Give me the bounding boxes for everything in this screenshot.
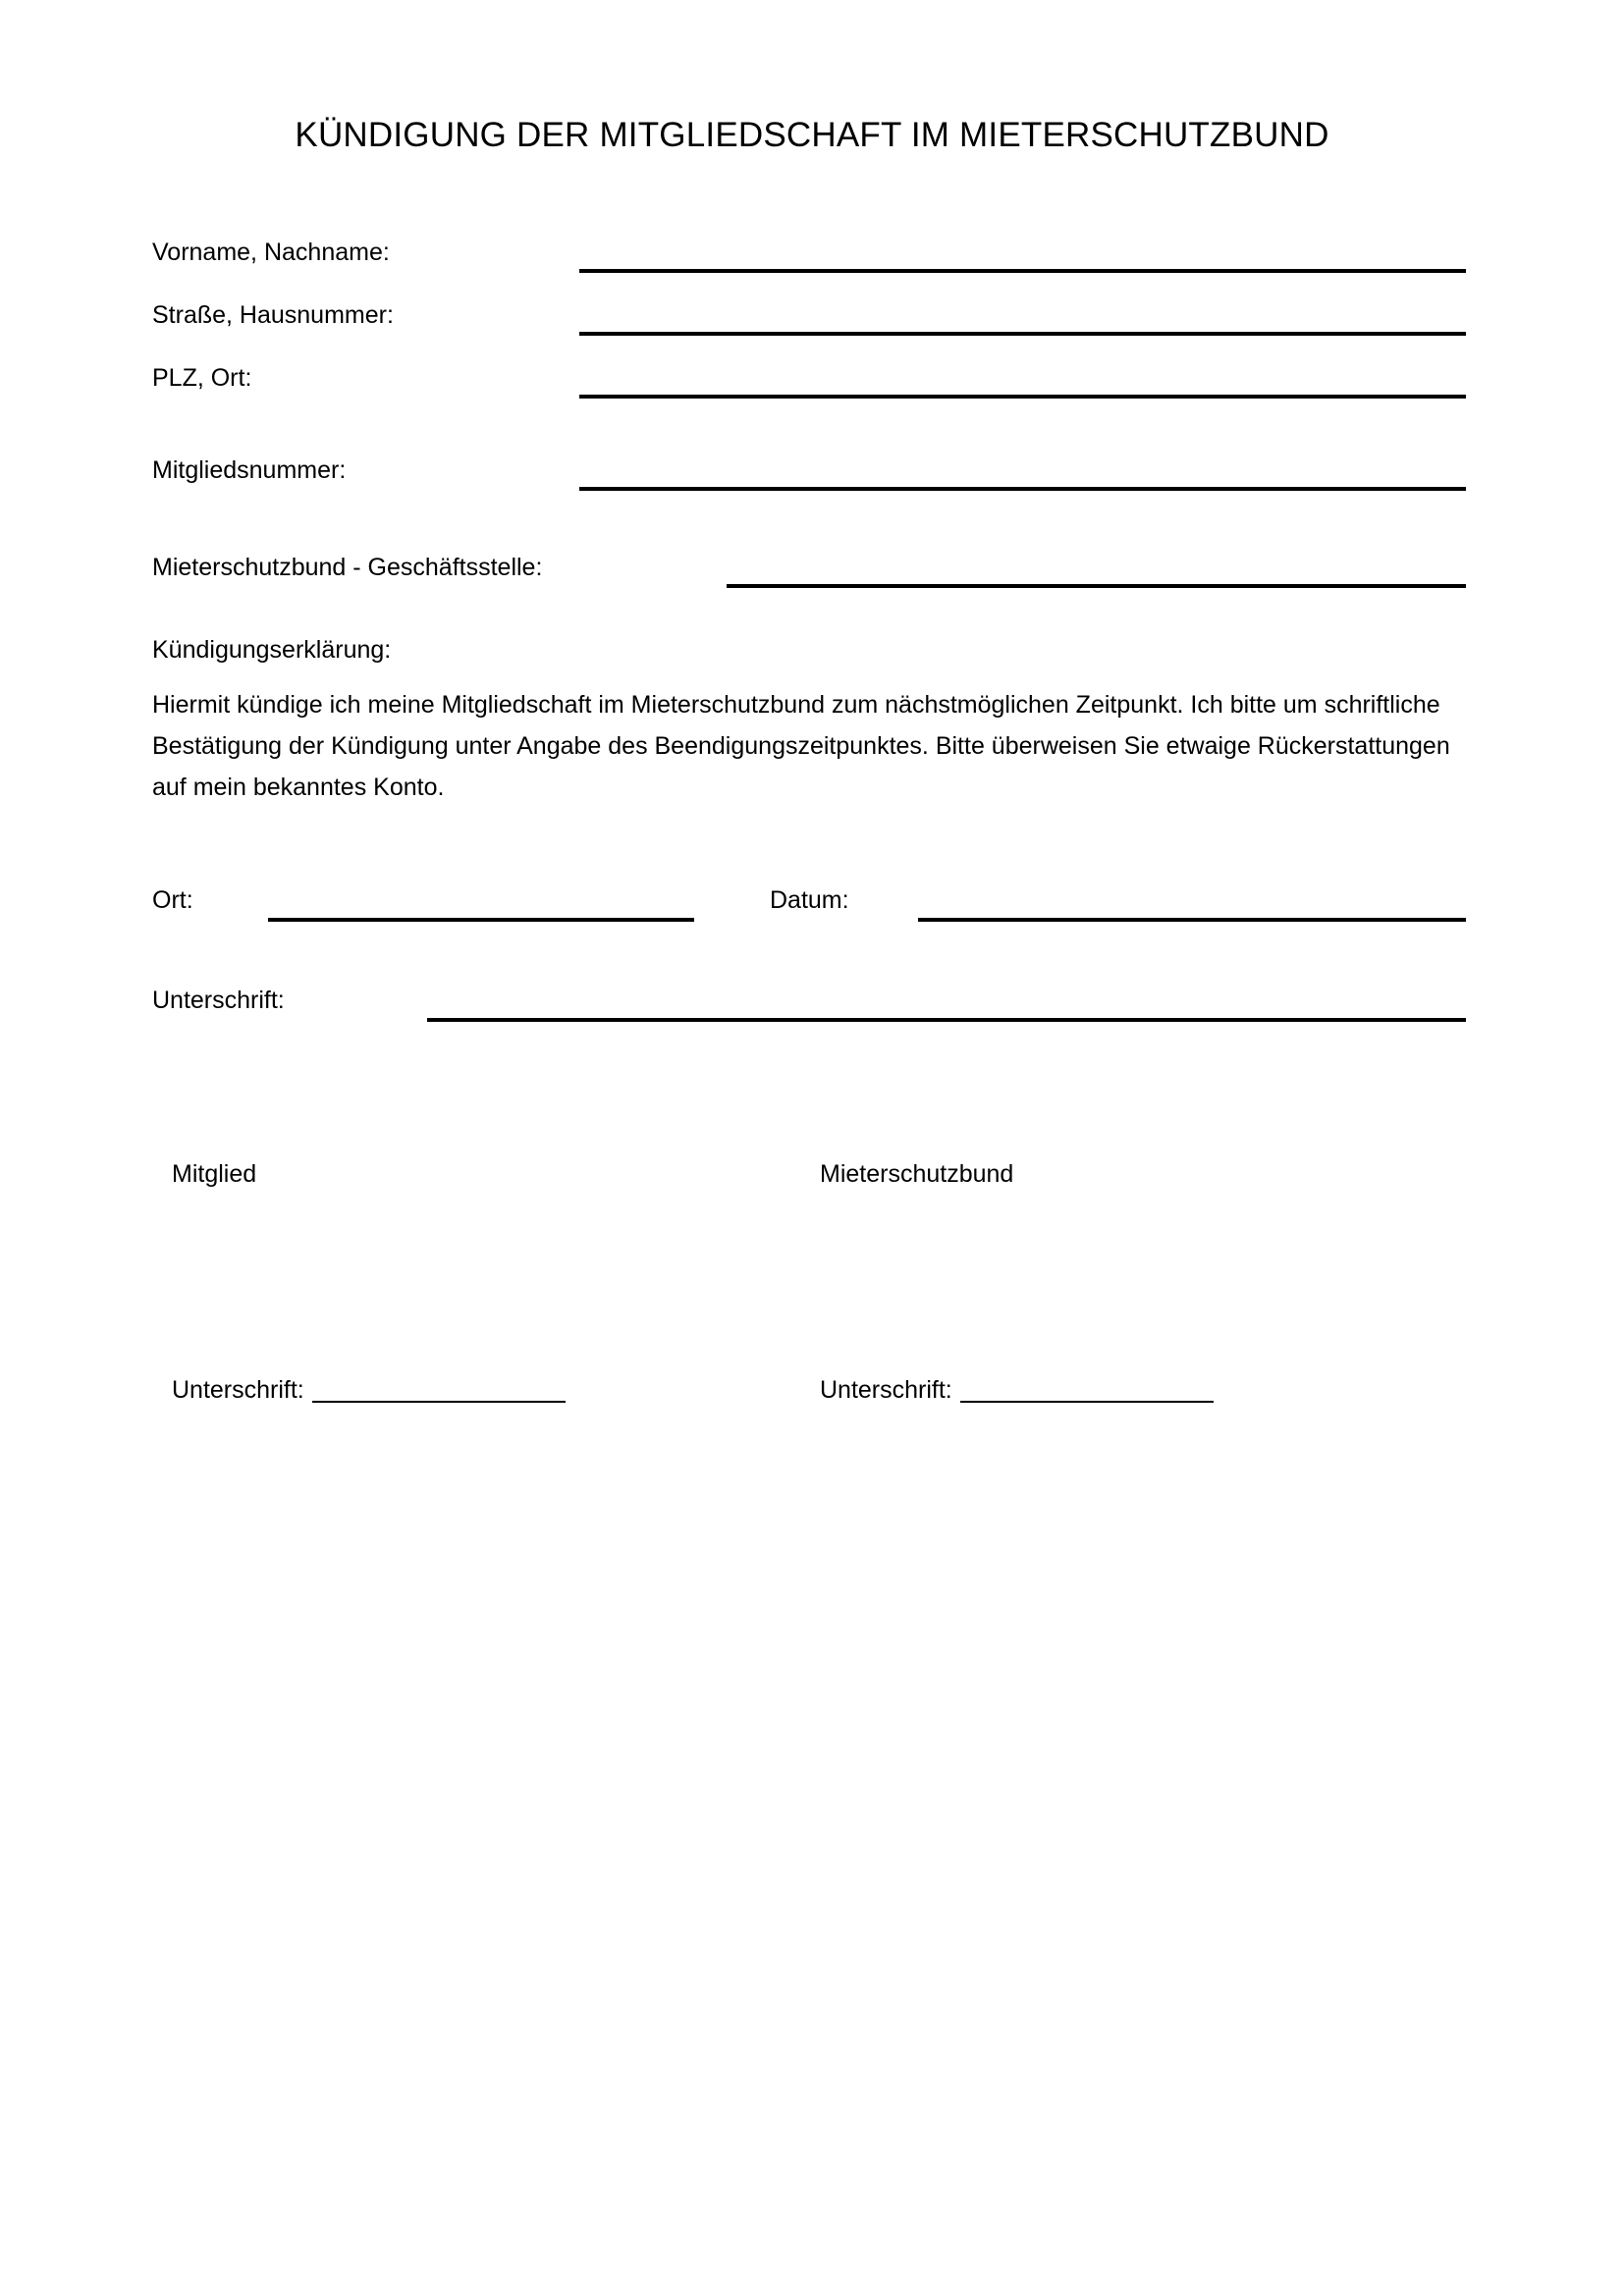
field-line-strasse-hausnummer[interactable] [579, 332, 1466, 336]
signature-block-mitglied [172, 1378, 566, 1403]
field-label-plz-ort: PLZ, Ort: [152, 364, 252, 392]
declaration-heading: Kündigungserklärung: [152, 636, 392, 664]
field-label-unterschrift: Unterschrift: [152, 987, 285, 1014]
field-label-datum: Datum: [770, 886, 849, 914]
declaration-body-text: Hiermit kündige ich meine Mitgliedschaft im Mieterschutzbund zum nächstmöglichen Zeitpunkt. Ich bitte um schriftliche Bestätigung der Kündigung unter Angabe des Beendigungszeitpunktes. Bitte überweisen Sie etwaige Rückerstattungen auf mein bekanntes Konto. [152, 691, 1450, 801]
field-line-geschaeftsstelle[interactable] [727, 584, 1466, 588]
page-title: KÜNDIGUNG DER MITGLIEDSCHAFT IM MIETERSCHUTZBUND [295, 116, 1329, 154]
field-line-ort[interactable] [268, 918, 694, 922]
field-line-plz-ort[interactable] [579, 395, 1466, 399]
field-label-strasse-hausnummer: Straße, Hausnummer: [152, 301, 394, 329]
party-label-mitglied: Mitglied [172, 1160, 257, 1188]
signature-block-mieterschutzbund [820, 1378, 1214, 1403]
field-line-mitgliedsnummer[interactable] [579, 487, 1466, 491]
signature-label-mitglied: Unterschrift: [172, 1376, 304, 1404]
field-line-vorname-nachname[interactable] [579, 269, 1466, 273]
field-label-mitgliedsnummer: Mitgliedsnummer: [152, 456, 347, 484]
field-line-datum[interactable] [918, 918, 1466, 922]
signature-line-mitglied[interactable] [312, 1381, 566, 1403]
signature-label-mieterschutzbund: Unterschrift: [820, 1376, 952, 1404]
party-label-mieterschutzbund: Mieterschutzbund [820, 1160, 1014, 1188]
signature-line-mieterschutzbund[interactable] [960, 1381, 1214, 1403]
field-label-ort: Ort: [152, 886, 193, 914]
field-line-unterschrift[interactable] [427, 1018, 1466, 1022]
field-label-vorname-nachname: Vorname, Nachname: [152, 239, 390, 266]
field-label-geschaeftsstelle: Mieterschutzbund - Geschäftsstelle: [152, 554, 543, 581]
